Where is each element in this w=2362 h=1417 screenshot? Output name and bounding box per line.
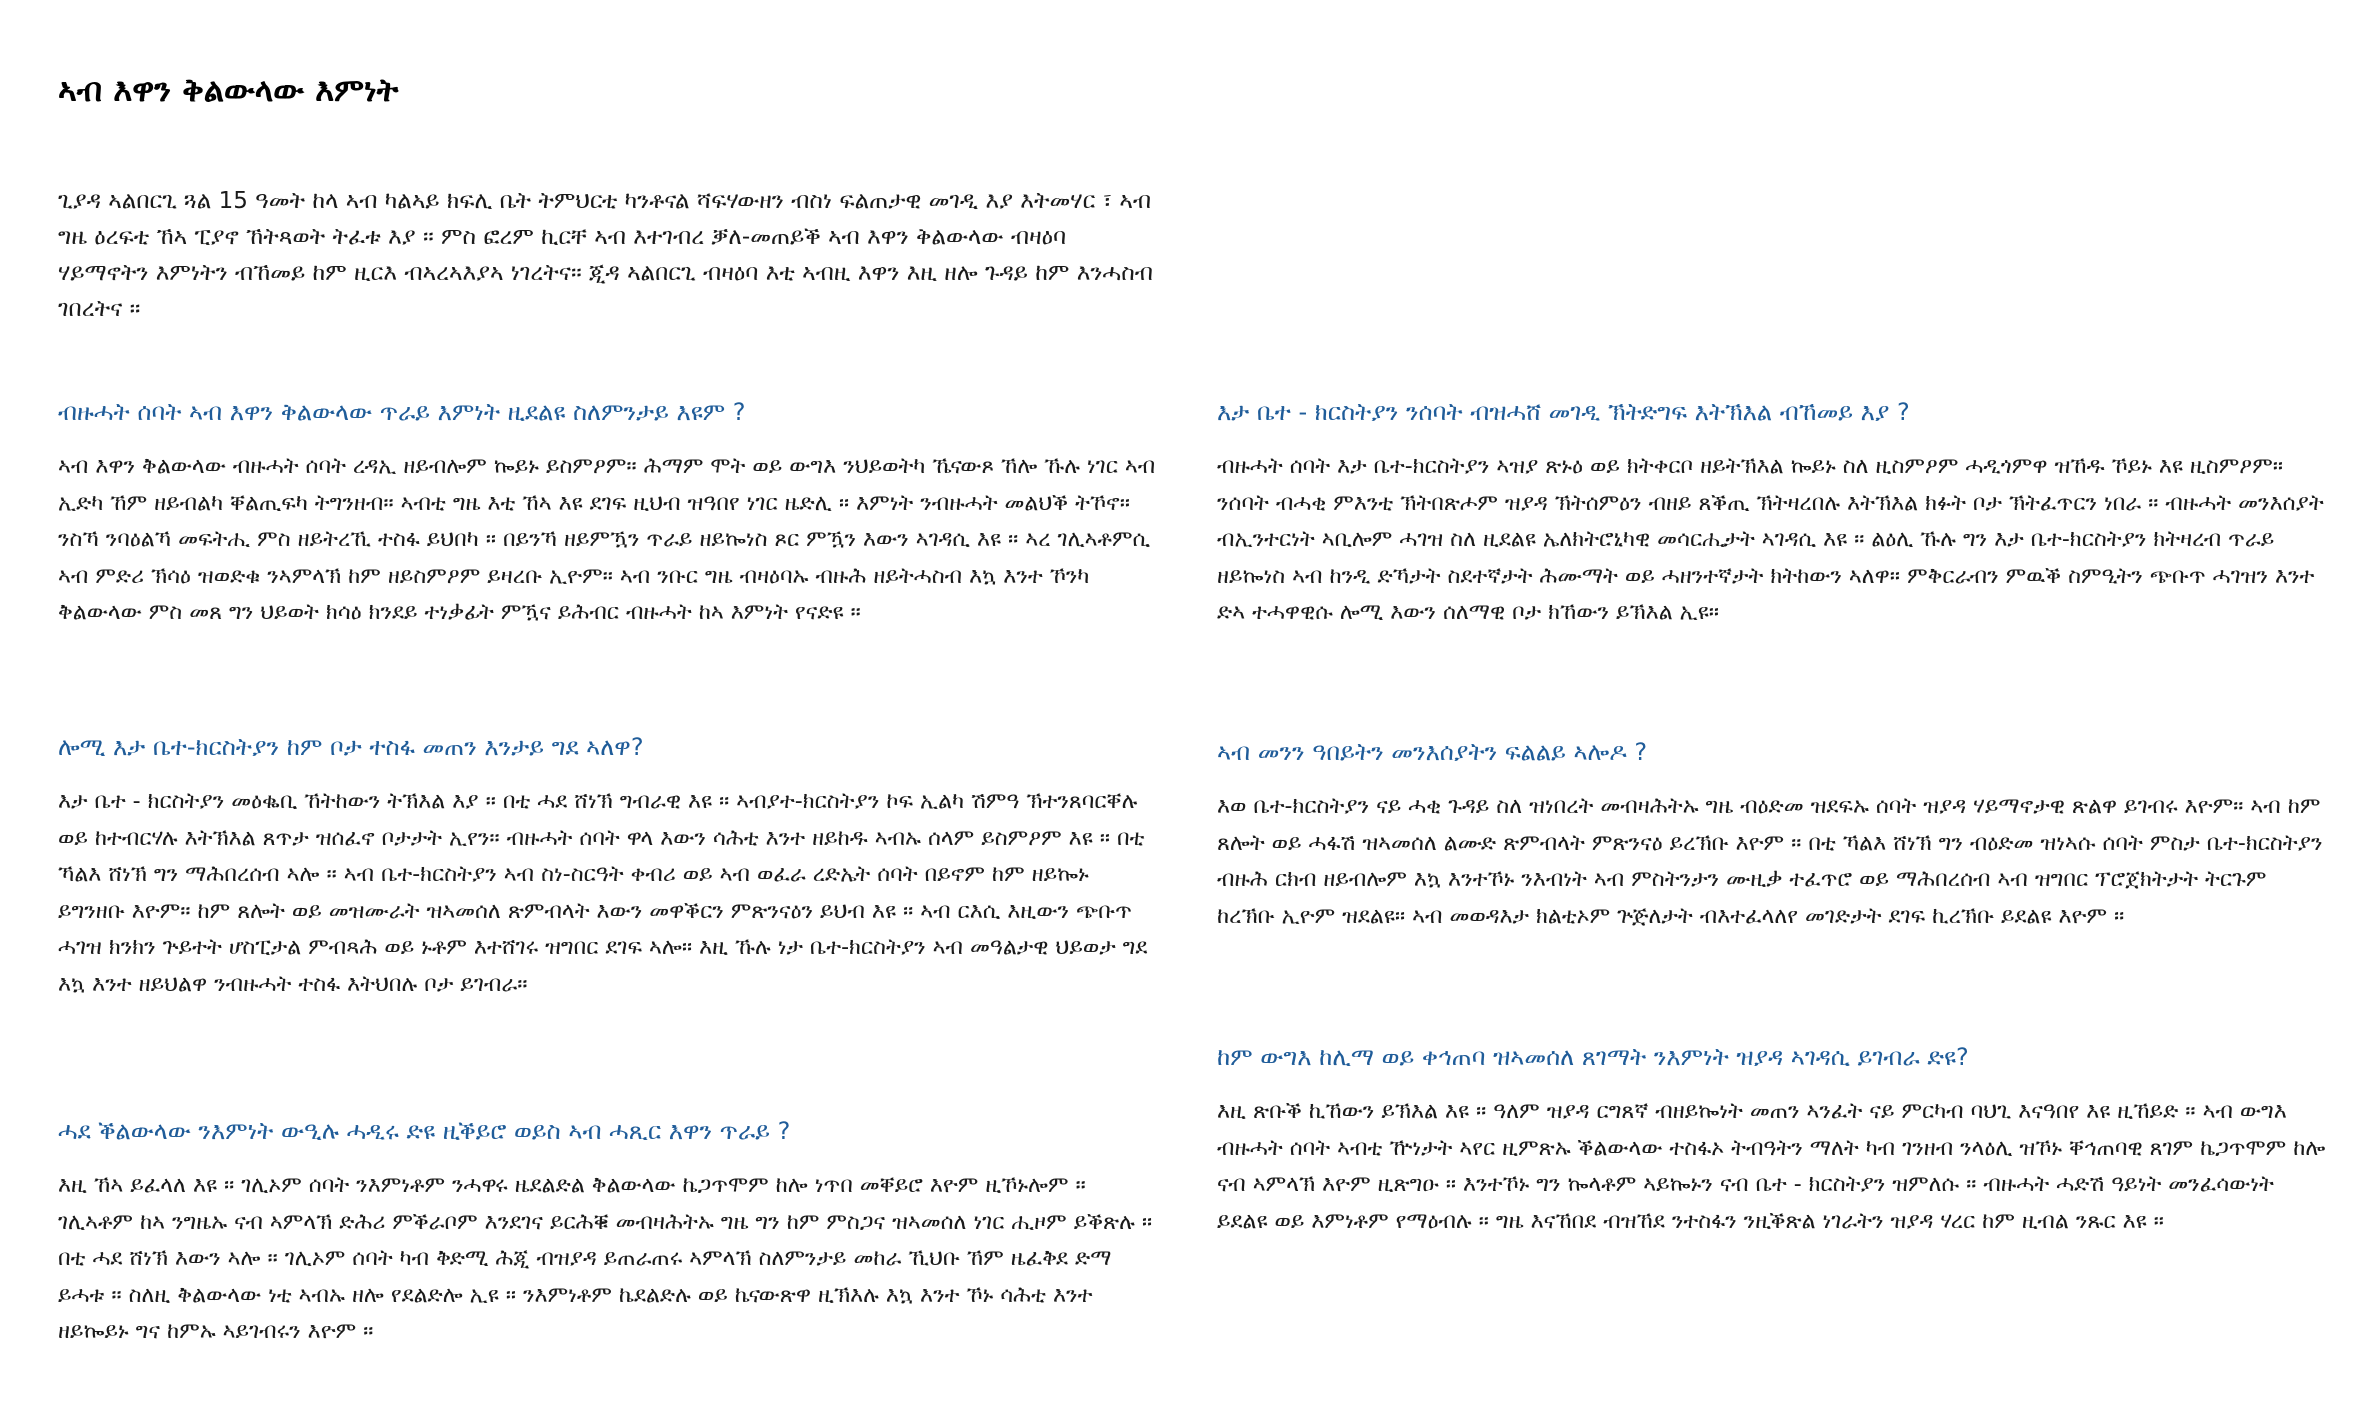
section-heading: ብዙሓት ሰባት ኣብ እዋን ቅልውላው ጥራይ እምነት ዚደልዩ ስለምንታይ እዩም ? [58, 398, 746, 426]
section-body: እዚ ኸኣ ይፈላለ እዩ ። ገሊኦም ሰባት ንእምነቶም ንሓዋሩ ዜደልድል ቅልውላው ኬጋጥሞም ከሎ ነጥበ መቐይሮ እዮም ዚኾኑሎም ። ገሊኣቶም ከኣ ንግዜኡ ናብ ኣምላኽ ድሕሪ ምቕራቦም እንደገና ይርሕቑ መብዛሕትኡ ግዜ ግን ከም ምስጋና ዝኣመሰለ ነገር ሒዞም ይቕጽሉ ። በቲ ሓደ ሸነኽ እውን ኣሎ ። ገሊኦም ሰባት ካብ ቅድሚ ሕጂ ብዝያዳ ይጠራጠሩ ኣምላኽ ስለምንታይ መከራ ኺህቡ ኸም ዜፈቅደ ድማ ይሓቱ ። ስለዚ ቅልውላው ነቲ ኣብኡ ዘሎ የደልድሎ ኢዩ ። ንእምነቶም ኬደልድሉ ወይ ኬናውጽዋ ዚኽእሉ እኳ እንተ ኾኑ ሳሕቲ እንተ ዘይኰይኑ ግና ከምኡ ኣይገብሩን እዮም ። [58, 1173, 1153, 1344]
section-heading: ከም ውግእ ከሊማ ወይ ቀኅጠባ ዝኣመሰለ ጸገማት ንእምነት ዝያዳ ኣገዳሲ ይገብራ ድዩ? [1217, 1043, 1969, 1071]
section-body: ኣብ እዋን ቅልውላው ብዙሓት ሰባት ረዳኢ ዘይብሎም ኰይኑ ይስምዖም። ሕማም ሞት ወይ ውግእ ንህይወትካ ኼናውጾ ኸሎ ኹሉ ነገር ኣብ ኢድካ ኸም ዘይብልካ ቐልጢፍካ ትግንዘብ። ኣብቲ ግዜ እቲ ኸኣ እዩ ደገፍ ዚህብ ዝዓበየ ነገር ዜድሊ ። እምነት ንብዙሓት መልህቕ ትኾኖ። ንስኻ ንባዕልኻ መፍትሒ ምስ ዘይትረኺ ተስፋ ይህበካ ። በይንኻ ዘይምዃን ጥራይ ዘይኰነስ ጾር ምዃን እውን ኣገዳሲ እዩ ። ኣረ ገሊኣቶምሲ ኣብ ምድሪ ኽሳዕ ዝወድቁ ንኣምላኽ ከም ዘይስምዖም ይዛረቡ ኢዮም። ኣብ ንቡር ግዜ ብዛዕባኡ ብዙሕ ዘይትሓስብ እኳ እንተ ኾንካ ቅልውላው ምስ መጸ ግን ህይወት ክሳዕ ክንደይ ተነቃፊት ምዃና ይሕብር ብዙሓት ከኣ እምነት የናድዩ ። [58, 454, 1156, 625]
section-body: እዚ ጽቡቕ ኪኸውን ይኽእል እዩ ። ዓለም ዝያዳ ርግጸኛ ብዘይኰነት መጠን ኣንፈት ናይ ምርካብ ባህጊ እናዓበየ እዩ ዚኸይድ ። ኣብ ውግእ ብዙሓት ሰባት ኣብቲ ዅነታት ኣየር ዚምጽኡ ቕልውላው ተስፋኦ ትብዓትን ማለት ካብ ገንዘብ ንላዕሊ ዝኾኑ ቐኅጠባዊ ጸገም ኬጋጥሞም ከሎ ናብ ኣምላኽ እዮም ዚጽግዑ ። እንተኾኑ ግን ኰላቶም ኣይኰኑን ናብ ቤተ - ክርስትያን ዝምለሱ ። ብዙሓት ሓድሽ ዓይነት መንፈሳውነት ይደልዩ ወይ እምነቶም የማዕብሉ ። ግዜ እናኸበደ ብዝኸደ ንተስፋን ንዚቕጽል ነገራትን ዝያዳ ሃረር ከም ዚብል ንጹር እዩ ። [1217, 1099, 2326, 1234]
section-3 [58, 1114, 1158, 1351]
section-heading: ሎሚ እታ ቤተ-ክርስትያን ከም ቦታ ተስፋ መጠን እንታይ ግደ ኣለዋ? [58, 733, 644, 761]
article-title: ኣብ እዋን ቅልውላው እምነት [58, 71, 399, 109]
article-intro: ጊያዳ ኣልበርጊ ጓል 15 ዓመት ከላ ኣብ ካልኣይ ክፍሊ ቤት ትምህርቲ ካንቶናል ሻፍሃውዘን ብስነ ፍልጠታዊ መገዲ እያ እትመሃር ፣ ኣብ ግዜ ዕረፍቲ ኸኣ ፒያኖ ኸትጻወት ትፈቱ እያ ። ምስ ፎረም ኪርቸ ኣብ እተገብረ ቓለ-መጠይቕ ኣብ እዋን ቅልውላው ብዛዕባ ሃይማኖትን እምነትን ብኸመይ ከም ዚርእ ብኣረኣእያኣ ነገረትና። ጂዳ ኣልበርጊ ብዛዕባ እቲ ኣብዚ እዋን እዚ ዘሎ ጉዳይ ከም እንሓስብ ገበረትና ። [58, 188, 1153, 322]
section-heading: እታ ቤተ - ክርስትያን ንሰባት ብዝሓሸ መገዲ ኽትድግፍ እትኽእል ብኸመይ እያ ? [1217, 398, 1910, 426]
section-heading: ሓደ ቕልውላው ንእምነት ውዒሉ ሓዲሩ ድዩ ዚቕይሮ ወይስ ኣብ ሓጺር እዋን ጥራይ ? [58, 1117, 791, 1145]
section-1 [58, 395, 1158, 632]
section-heading: ኣብ መንን ዓበይትን መንእሰያትን ፍልልይ ኣሎዶ ? [1217, 738, 1648, 766]
section-body: እታ ቤተ - ክርስትያን መዕቈቢ ኸትከውን ትኽእል እያ ። በቲ ሓደ ሸነኽ ግብራዊ እዩ ። ኣብያተ-ክርስትያን ኮፍ ኢልካ ሽምዓ ኽተንጸባርቐሉ ወይ ከተብርሃሉ እትኽእል ጸጥታ ዝሰፈኖ ቦታታት ኢየን። ብዙሓት ሰባት ዋላ እውን ሳሕቲ እንተ ዘይከዱ ኣብኡ ሰላም ይስምዖም እዩ ። በቲ ኻልእ ሸነኽ ግን ማሕበረሰብ ኣሎ ። ኣብ ቤተ-ክርስትያን ኣብ ስነ-ስርዓት ቀብሪ ወይ ኣብ ወፈራ ረድኤት ሰባት በይኖም ከም ዘይኰኑ ይግንዘቡ እዮም። ከም ጸሎት ወይ መዝሙራት ዝኣመሰለ ጽምብላት እውን መዋቕርን ምጽንናዕን ይህብ እዩ ። ኣብ ርእሲ እዚውን ጭቡጥ ሓገዝ ክንክን ጕይተት ሆስፒታል ምብጻሕ ወይ ኑቶም እተሸገሩ ዝግበር ደገፍ ኣሎ። እዚ ኹሉ ነታ ቤተ-ክርስትያን ኣብ መዓልታዊ ህይወታ ግደ እኳ እንተ ዘይህልዋ ንብዙሓት ተስፋ እትህበሉ ቦታ ይገብራ። [58, 789, 1148, 997]
section-body: ብዙሓት ሰባት እታ ቤተ-ክርስትያን ኣዝያ ጽኑዕ ወይ ክትቀርቦ ዘይትኽእል ኰይኑ ስለ ዚስምዖም ሓዲጎምዋ ዝኸዱ ኾይኑ እዩ ዚስምዖም። ንሰባት ብሓቂ ምእንቲ ኽትበጽሖም ዝያዳ ኽትሰምዕን ብዘይ ጸቕጢ ኽትዛረበሉ እትኽእል ክፉት ቦታ ኽትፈጥርን ነበራ ። ብዙሓት መንእሰያት ብኢንተርነት ኣቢሎም ሓገዝ ስለ ዚደልዩ ኤለክትሮኒካዊ መሳርሒታት ኣገዳሲ እዩ ። ልዕሊ ኹሉ ግን እታ ቤተ-ክርስትያን ክትዛረብ ጥራይ ዘይኰነስ ኣብ ከንዲ ድኻታት ስደተኛታት ሕሙማት ወይ ሓዘንተኛታት ክትከውን ኣለዋ። ምቅርራብን ምዉቕ ስምዒትን ጭቡጥ ሓገዝን እንተ ድኣ ተሓዋዊሱ ሎሚ እውን ሰለማዊ ቦታ ክኸውን ይኽእል ኢዩ። [1217, 454, 2324, 625]
section-2 [58, 730, 1158, 1003]
section-6 [1217, 1040, 2327, 1240]
section-4 [1217, 395, 2327, 632]
section-body: እወ ቤተ-ክርስትያን ናይ ሓቂ ጉዳይ ስለ ዝነበረት መብዛሕትኡ ግዜ ብዕድመ ዝደፍኡ ሰባት ዝያዳ ሃይማኖታዊ ጽልዋ ይገብሩ እዮም። ኣብ ከም ጸሎት ወይ ሓፋሽ ዝኣመሰለ ልሙድ ጽምብላት ምጽንናዕ ይረኽቡ እዮም ። በቲ ኻልእ ሸነኽ ግን ብዕድመ ዝነኣሱ ሰባት ምስታ ቤተ-ክርስትያን ብዙሕ ርክብ ዘይብሎም እኳ እንተኾኑ ንእብነት ኣብ ምስትንታን ሙዚቃ ተፈጥሮ ወይ ማሕበረሰብ ኣብ ዝግበር ፕሮጀክትታት ትርጉም ከረኽቡ ኢዮም ዝደልዩ። ኣብ መወዳእታ ክልቲኦም ጕጅለታት ብእተፈላለየ መገድታት ደገፍ ኪረኽቡ ይደልዩ እዮም ። [1217, 794, 2323, 929]
section-5 [1217, 735, 2327, 935]
